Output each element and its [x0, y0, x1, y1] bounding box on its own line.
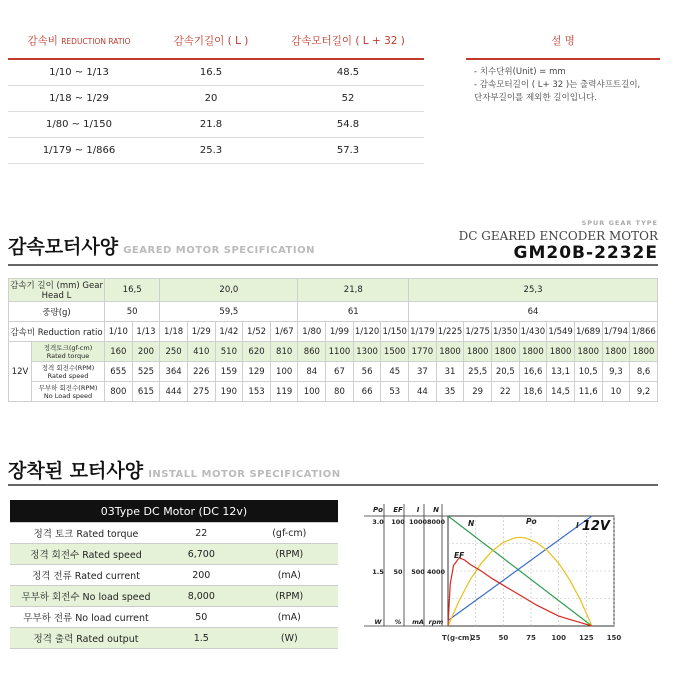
table-row: [10, 523, 338, 544]
axis-header-ef: EF: [393, 506, 403, 514]
gear-length-cell: 25.3: [150, 138, 272, 164]
ratio-cell: 1/80 ~ 1/150: [8, 112, 150, 138]
speed-cell: 226: [187, 362, 215, 382]
series-label-ef: EF: [454, 551, 465, 560]
ratio-cell: 1/794: [602, 322, 630, 342]
gearhead-length-row: [9, 279, 658, 302]
motor-length-cell: 57.3: [272, 138, 424, 164]
torque-cell: 1300: [353, 342, 381, 362]
motor-length-cell: 48.5: [272, 59, 424, 86]
ratio-cell: 1/866: [630, 322, 658, 342]
reduction-length-table: [8, 22, 660, 164]
noload-cell: 275: [187, 382, 215, 402]
torque-cell: 510: [215, 342, 243, 362]
noload-cell: 18,6: [519, 382, 547, 402]
axis-header-n: N: [433, 506, 439, 514]
speed-cell: 8,6: [630, 362, 658, 382]
spec-unit: (W): [241, 628, 338, 649]
speed-cell: 364: [160, 362, 188, 382]
ratio-cell: 1/549: [547, 322, 575, 342]
ratio-cell: 1/13: [132, 322, 160, 342]
ratio-cell: 1/350: [491, 322, 519, 342]
torque-cell: 810: [270, 342, 298, 362]
spec-value: 200: [162, 565, 241, 586]
torque-cell: 1100: [326, 342, 354, 362]
motor-performance-chart: [364, 496, 654, 656]
ratio-cell: 1/80: [298, 322, 326, 342]
speed-label-kr: 정격 회전수(RPM): [41, 363, 95, 372]
speed-cell: 37: [409, 362, 437, 382]
spec-label: 정격 토크 Rated torque: [10, 523, 162, 544]
noload-cell: 35: [436, 382, 464, 402]
noload-cell: 119: [270, 382, 298, 402]
table-header-row: [8, 22, 660, 59]
spec-unit: (RPM): [241, 544, 338, 565]
speed-cell: 9,3: [602, 362, 630, 382]
ratio-cell: 1/179 ~ 1/866: [8, 138, 150, 164]
spec-label: 정격 출력 Rated output: [10, 628, 162, 649]
noload-cell: 9,2: [630, 382, 658, 402]
ratio-cell: 1/67: [270, 322, 298, 342]
install-motor-spec-table: [10, 500, 338, 649]
weight-cell: 59,5: [160, 302, 298, 322]
gearhead-cell: 21,8: [298, 279, 409, 302]
speed-cell: 129: [243, 362, 271, 382]
ratio-cell: 1/29: [187, 322, 215, 342]
voltage-label: 12V: [9, 342, 32, 402]
axis-unit: rpm: [428, 618, 444, 626]
axis-header-po: Po: [373, 506, 383, 514]
torque-cell: 1800: [464, 342, 492, 362]
gear-length-cell: 16.5: [150, 59, 272, 86]
speed-cell: 13,1: [547, 362, 575, 382]
geared-motor-spec-table: [8, 278, 658, 402]
axis-unit: W: [374, 618, 382, 626]
note-line: - 감속모터길이 ( L+ 32 )는 출력샤프트길이,: [474, 80, 641, 90]
torque-cell: 1800: [519, 342, 547, 362]
table-row: [10, 565, 338, 586]
torque-row: [9, 342, 658, 362]
description-notes: [466, 59, 660, 164]
ratio-cell: 1/120: [353, 322, 381, 342]
ratio-cell: 1/10: [105, 322, 133, 342]
col-ratio-kr: 감속비: [27, 34, 58, 47]
speed-label-en: Rated speed: [47, 371, 89, 380]
noload-cell: 22: [491, 382, 519, 402]
torque-cell: 410: [187, 342, 215, 362]
install-spec-title-en: INSTALL MOTOR SPECIFICATION: [148, 469, 341, 480]
torque-cell: 1800: [491, 342, 519, 362]
noload-cell: 29: [464, 382, 492, 402]
series-label-n: N: [468, 519, 475, 528]
noload-cell: 53: [381, 382, 409, 402]
row-label: 중량(g): [9, 302, 105, 322]
speed-cell: 20,5: [491, 362, 519, 382]
noload-label-kr: 무부하 회전수(RPM): [38, 383, 98, 392]
product-line-label: DC GEARED ENCODER MOTOR: [458, 229, 658, 243]
table-row: [8, 59, 660, 86]
spec-value: 22: [162, 523, 241, 544]
torque-cell: 200: [132, 342, 160, 362]
axis-tick-top: 1000: [408, 518, 428, 526]
motor-type-header: 03Type DC Motor (DC 12v): [10, 500, 338, 523]
ratio-cell: 1/18: [160, 322, 188, 342]
series-label-po: Po: [526, 517, 537, 526]
speed-cell: 45: [381, 362, 409, 382]
spec-unit: (mA): [241, 565, 338, 586]
install-spec-heading: [8, 456, 341, 483]
table-row: [10, 607, 338, 628]
speed-cell: 10,5: [574, 362, 602, 382]
axis-tick-mid: 1.5: [372, 568, 384, 576]
ratio-cell: 1/689: [574, 322, 602, 342]
axis-tick-mid: 4000: [426, 568, 446, 576]
torque-cell: 250: [160, 342, 188, 362]
axis-tick-top: 3.0: [372, 518, 384, 526]
ratio-cell: 1/150: [381, 322, 409, 342]
axis-unit: %: [394, 618, 402, 626]
row-label: [32, 362, 105, 382]
gear-type-tag: SPUR GEAR TYPE: [581, 219, 658, 227]
x-tick-label: 75: [526, 634, 536, 642]
series-label-i: I: [576, 521, 579, 530]
speed-cell: 56: [353, 362, 381, 382]
noload-cell: 100: [298, 382, 326, 402]
col-motor-length-header: 감속모터길이 ( L + 32 ): [272, 22, 424, 59]
section-divider: [8, 264, 658, 266]
torque-cell: 1770: [409, 342, 437, 362]
gearhead-cell: 25,3: [409, 279, 658, 302]
ratio-cell: 1/18 ~ 1/29: [8, 86, 150, 112]
noload-label-en: No Load speed: [43, 391, 93, 400]
ratio-cell: 1/275: [464, 322, 492, 342]
noload-cell: 14,5: [547, 382, 575, 402]
noload-cell: 11,6: [574, 382, 602, 402]
speed-row: [9, 362, 658, 382]
noload-row: [9, 382, 658, 402]
axis-tick-mid: 50: [393, 568, 403, 576]
ratio-cell: 1/99: [326, 322, 354, 342]
row-label: 감속비 Reduction ratio: [9, 322, 105, 342]
ratio-row: [9, 322, 658, 342]
gear-length-cell: 20: [150, 86, 272, 112]
speed-cell: 525: [132, 362, 160, 382]
spec-value: 8,000: [162, 586, 241, 607]
spec-value: 50: [162, 607, 241, 628]
torque-label-en: Rated torque: [46, 351, 90, 360]
motor-length-cell: 52: [272, 86, 424, 112]
noload-cell: 190: [215, 382, 243, 402]
speed-cell: 67: [326, 362, 354, 382]
axis-tick-top: 8000: [426, 518, 446, 526]
install-table-header: [10, 500, 338, 523]
speed-cell: 84: [298, 362, 326, 382]
model-number: GM20B-2232E: [513, 243, 658, 263]
table-row: [10, 628, 338, 649]
spec-unit: (mA): [241, 607, 338, 628]
ratio-cell: 1/225: [436, 322, 464, 342]
gearhead-cell: 20,0: [160, 279, 298, 302]
x-tick-label: 125: [579, 634, 594, 642]
row-label: [32, 382, 105, 402]
spec-label: 정격 전류 Rated current: [10, 565, 162, 586]
noload-cell: 444: [160, 382, 188, 402]
torque-cell: 1800: [574, 342, 602, 362]
noload-cell: 153: [243, 382, 271, 402]
speed-cell: 655: [105, 362, 133, 382]
col-gear-length-header: 감속기길이 ( L ): [150, 22, 272, 59]
torque-cell: 1500: [381, 342, 409, 362]
speed-cell: 100: [270, 362, 298, 382]
row-label: [32, 342, 105, 362]
geared-spec-heading: [8, 232, 315, 259]
torque-cell: 1800: [547, 342, 575, 362]
spec-value: 1.5: [162, 628, 241, 649]
noload-cell: 10: [602, 382, 630, 402]
voltage-label: 12V: [581, 519, 610, 534]
section-divider: [8, 484, 658, 486]
speed-cell: 159: [215, 362, 243, 382]
weight-cell: 61: [298, 302, 409, 322]
ratio-cell: 1/42: [215, 322, 243, 342]
gear-length-cell: 21.8: [150, 112, 272, 138]
torque-cell: 1800: [630, 342, 658, 362]
row-label: 감속기 길이 (mm) Gear Head L: [9, 279, 105, 302]
geared-spec-title-en: GEARED MOTOR SPECIFICATION: [123, 245, 315, 256]
table-row: [10, 586, 338, 607]
weight-row: [9, 302, 658, 322]
noload-cell: 800: [105, 382, 133, 402]
speed-cell: 31: [436, 362, 464, 382]
ratio-cell: 1/430: [519, 322, 547, 342]
weight-cell: 50: [105, 302, 160, 322]
axis-tick-mid: 500: [411, 568, 425, 576]
spec-unit: (gf-cm): [241, 523, 338, 544]
spec-value: 6,700: [162, 544, 241, 565]
noload-cell: 615: [132, 382, 160, 402]
noload-cell: 66: [353, 382, 381, 402]
x-tick-label: 50: [498, 634, 509, 642]
table-row: [10, 544, 338, 565]
torque-cell: 620: [243, 342, 271, 362]
gearhead-cell: 16,5: [105, 279, 160, 302]
spec-unit: (RPM): [241, 586, 338, 607]
speed-cell: 16,6: [519, 362, 547, 382]
ratio-cell: 1/52: [243, 322, 271, 342]
axis-unit: mA: [412, 618, 424, 626]
install-spec-title-kr: 장착된 모터사양: [8, 460, 144, 482]
axis-header-i: I: [416, 506, 420, 514]
spec-label: 무부하 전류 No load current: [10, 607, 162, 628]
geared-spec-title-kr: 감속모터사양: [8, 236, 119, 258]
spec-label: 무부하 회전수 No load speed: [10, 586, 162, 607]
torque-cell: 160: [105, 342, 133, 362]
x-tick-label: 25: [470, 634, 481, 642]
col-ratio-header: [8, 22, 150, 59]
spec-label: 정격 회전수 Rated speed: [10, 544, 162, 565]
ratio-cell: 1/10 ~ 1/13: [8, 59, 150, 86]
col-description-header: 설 명: [466, 22, 660, 59]
x-axis-label: T(g-cm): [442, 634, 473, 642]
x-tick-label: 150: [606, 634, 622, 642]
motor-length-cell: 54.8: [272, 112, 424, 138]
torque-label-kr: 정격토크(gf-cm): [43, 343, 93, 352]
speed-cell: 25,5: [464, 362, 492, 382]
torque-cell: 1800: [602, 342, 630, 362]
col-ratio-en: REDUCTION RATIO: [61, 36, 131, 46]
note-line: - 치수단위(Unit) = mm: [474, 67, 566, 77]
torque-cell: 860: [298, 342, 326, 362]
noload-cell: 44: [409, 382, 437, 402]
noload-cell: 80: [326, 382, 354, 402]
weight-cell: 64: [409, 302, 658, 322]
axis-tick-top: 100: [391, 518, 405, 526]
ratio-cell: 1/179: [409, 322, 437, 342]
note-line: 단자부길이를 제외한 길이입니다.: [474, 93, 598, 103]
x-tick-label: 100: [551, 634, 566, 642]
torque-cell: 1800: [436, 342, 464, 362]
